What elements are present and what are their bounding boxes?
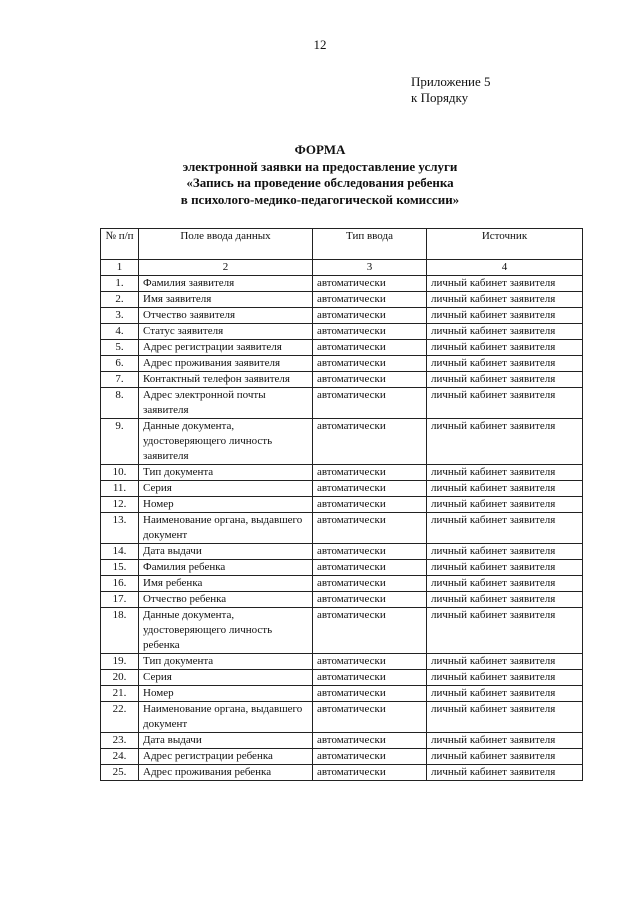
field-name: Фамилия ребенка bbox=[139, 560, 313, 576]
table-row bbox=[101, 465, 583, 481]
data-source: личный кабинет заявителя bbox=[427, 686, 583, 702]
title-line-4: в психолого-медико-педагогической комиссии» bbox=[180, 191, 460, 207]
table-row bbox=[101, 276, 583, 292]
row-number: 21. bbox=[101, 686, 139, 702]
table-row bbox=[101, 308, 583, 324]
data-source: личный кабинет заявителя bbox=[427, 702, 583, 733]
row-number: 15. bbox=[101, 560, 139, 576]
input-type: автоматически bbox=[313, 544, 427, 560]
table-row bbox=[101, 481, 583, 497]
table-row bbox=[101, 654, 583, 670]
field-name: Наименование органа, выдавшего документ bbox=[139, 513, 313, 544]
input-type: автоматически bbox=[313, 686, 427, 702]
row-number: 17. bbox=[101, 592, 139, 608]
row-number: 11. bbox=[101, 481, 139, 497]
input-type: автоматически bbox=[313, 276, 427, 292]
input-type: автоматически bbox=[313, 654, 427, 670]
table-row bbox=[101, 419, 583, 465]
row-number: 7. bbox=[101, 372, 139, 388]
data-source: личный кабинет заявителя bbox=[427, 356, 583, 372]
table-row bbox=[101, 670, 583, 686]
input-type: автоматически bbox=[313, 465, 427, 481]
data-source: личный кабинет заявителя bbox=[427, 340, 583, 356]
table-row bbox=[101, 576, 583, 592]
field-name: Адрес электронной почты заявителя bbox=[139, 388, 313, 419]
data-source: личный кабинет заявителя bbox=[427, 576, 583, 592]
field-name: Имя ребенка bbox=[139, 576, 313, 592]
data-source: личный кабинет заявителя bbox=[427, 592, 583, 608]
input-type: автоматически bbox=[313, 340, 427, 356]
page-number: 12 bbox=[313, 37, 327, 52]
row-number: 5. bbox=[101, 340, 139, 356]
table-row bbox=[101, 340, 583, 356]
index-cell: 1 bbox=[101, 260, 139, 276]
input-type: автоматически bbox=[313, 419, 427, 465]
field-name: Серия bbox=[139, 481, 313, 497]
data-source: личный кабинет заявителя bbox=[427, 765, 583, 781]
table-row bbox=[101, 372, 583, 388]
row-number: 23. bbox=[101, 733, 139, 749]
data-source: личный кабинет заявителя bbox=[427, 560, 583, 576]
input-type: автоматически bbox=[313, 733, 427, 749]
row-number: 18. bbox=[101, 608, 139, 654]
input-type: автоматически bbox=[313, 324, 427, 340]
field-name: Отчество заявителя bbox=[139, 308, 313, 324]
field-name: Адрес регистрации ребенка bbox=[139, 749, 313, 765]
row-number: 19. bbox=[101, 654, 139, 670]
input-type: автоматически bbox=[313, 592, 427, 608]
field-name: Контактный телефон заявителя bbox=[139, 372, 313, 388]
data-source: личный кабинет заявителя bbox=[427, 544, 583, 560]
header-field: Поле ввода данных bbox=[139, 229, 313, 260]
title-line-2: электронной заявки на предоставление услуги bbox=[182, 158, 458, 174]
document-title bbox=[0, 142, 640, 208]
input-type: автоматически bbox=[313, 308, 427, 324]
row-number: 10. bbox=[101, 465, 139, 481]
field-name: Данные документа, удостоверяющего личность заявителя bbox=[139, 419, 313, 465]
field-name: Наименование органа, выдавшего документ bbox=[139, 702, 313, 733]
field-name: Фамилия заявителя bbox=[139, 276, 313, 292]
title-line-3: «Запись на проведение обследования ребенка bbox=[186, 175, 454, 190]
row-number: 20. bbox=[101, 670, 139, 686]
data-source: личный кабинет заявителя bbox=[427, 465, 583, 481]
row-number: 22. bbox=[101, 702, 139, 733]
input-type: автоматически bbox=[313, 388, 427, 419]
header-input-type: Тип ввода bbox=[313, 229, 427, 260]
input-type: автоматически bbox=[313, 356, 427, 372]
data-source: личный кабинет заявителя bbox=[427, 481, 583, 497]
field-name: Адрес проживания ребенка bbox=[139, 765, 313, 781]
field-name: Адрес регистрации заявителя bbox=[139, 340, 313, 356]
row-number: 4. bbox=[101, 324, 139, 340]
field-name: Дата выдачи bbox=[139, 733, 313, 749]
row-number: 8. bbox=[101, 388, 139, 419]
row-number: 24. bbox=[101, 749, 139, 765]
data-source: личный кабинет заявителя bbox=[427, 292, 583, 308]
appendix-line-1: Приложение 5 bbox=[411, 74, 491, 89]
table-row bbox=[101, 592, 583, 608]
data-source: личный кабинет заявителя bbox=[427, 670, 583, 686]
input-type: автоматически bbox=[313, 749, 427, 765]
table-row bbox=[101, 324, 583, 340]
field-name: Дата выдачи bbox=[139, 544, 313, 560]
input-type: автоматически bbox=[313, 670, 427, 686]
input-type: автоматически bbox=[313, 608, 427, 654]
table-row bbox=[101, 292, 583, 308]
field-name: Адрес проживания заявителя bbox=[139, 356, 313, 372]
input-type: автоматически bbox=[313, 481, 427, 497]
row-number: 6. bbox=[101, 356, 139, 372]
field-name: Статус заявителя bbox=[139, 324, 313, 340]
data-source: личный кабинет заявителя bbox=[427, 419, 583, 465]
table-row bbox=[101, 765, 583, 781]
input-type: автоматически bbox=[313, 292, 427, 308]
field-name: Отчество ребенка bbox=[139, 592, 313, 608]
table-body bbox=[101, 276, 583, 781]
appendix-note bbox=[411, 74, 491, 106]
data-source: личный кабинет заявителя bbox=[427, 513, 583, 544]
input-type: автоматически bbox=[313, 576, 427, 592]
table-row bbox=[101, 702, 583, 733]
form-fields-table bbox=[100, 228, 583, 781]
data-source: личный кабинет заявителя bbox=[427, 749, 583, 765]
row-number: 12. bbox=[101, 497, 139, 513]
data-source: личный кабинет заявителя bbox=[427, 654, 583, 670]
row-number: 3. bbox=[101, 308, 139, 324]
field-name: Имя заявителя bbox=[139, 292, 313, 308]
appendix-line-2: к Порядку bbox=[411, 90, 469, 105]
row-number: 13. bbox=[101, 513, 139, 544]
table-header bbox=[101, 229, 583, 276]
data-source: личный кабинет заявителя bbox=[427, 276, 583, 292]
table-row bbox=[101, 356, 583, 372]
field-name: Тип документа bbox=[139, 465, 313, 481]
table-row bbox=[101, 497, 583, 513]
input-type: автоматически bbox=[313, 702, 427, 733]
row-number: 2. bbox=[101, 292, 139, 308]
field-name: Серия bbox=[139, 670, 313, 686]
table-row bbox=[101, 608, 583, 654]
field-name: Номер bbox=[139, 497, 313, 513]
row-number: 14. bbox=[101, 544, 139, 560]
row-number: 25. bbox=[101, 765, 139, 781]
input-type: автоматически bbox=[313, 513, 427, 544]
table-row bbox=[101, 388, 583, 419]
row-number: 9. bbox=[101, 419, 139, 465]
table-row bbox=[101, 749, 583, 765]
table-row bbox=[101, 560, 583, 576]
input-type: автоматически bbox=[313, 497, 427, 513]
field-name: Тип документа bbox=[139, 654, 313, 670]
input-type: автоматически bbox=[313, 560, 427, 576]
field-name: Данные документа, удостоверяющего личность ребенка bbox=[139, 608, 313, 654]
index-cell: 2 bbox=[139, 260, 313, 276]
header-number: № п/п bbox=[101, 229, 139, 260]
data-source: личный кабинет заявителя bbox=[427, 324, 583, 340]
field-name: Номер bbox=[139, 686, 313, 702]
table-row bbox=[101, 544, 583, 560]
data-source: личный кабинет заявителя bbox=[427, 308, 583, 324]
input-type: автоматически bbox=[313, 765, 427, 781]
input-type: автоматически bbox=[313, 372, 427, 388]
data-source: личный кабинет заявителя bbox=[427, 608, 583, 654]
data-source: личный кабинет заявителя bbox=[427, 388, 583, 419]
index-cell: 3 bbox=[313, 260, 427, 276]
column-index-row bbox=[101, 260, 583, 276]
row-number: 1. bbox=[101, 276, 139, 292]
table-row bbox=[101, 513, 583, 544]
data-source: личный кабинет заявителя bbox=[427, 497, 583, 513]
table-row bbox=[101, 686, 583, 702]
row-number: 16. bbox=[101, 576, 139, 592]
title-line-1: ФОРМА bbox=[294, 142, 346, 157]
data-source: личный кабинет заявителя bbox=[427, 733, 583, 749]
table-row bbox=[101, 733, 583, 749]
index-cell: 4 bbox=[427, 260, 583, 276]
header-source: Источник bbox=[427, 229, 583, 260]
data-source: личный кабинет заявителя bbox=[427, 372, 583, 388]
